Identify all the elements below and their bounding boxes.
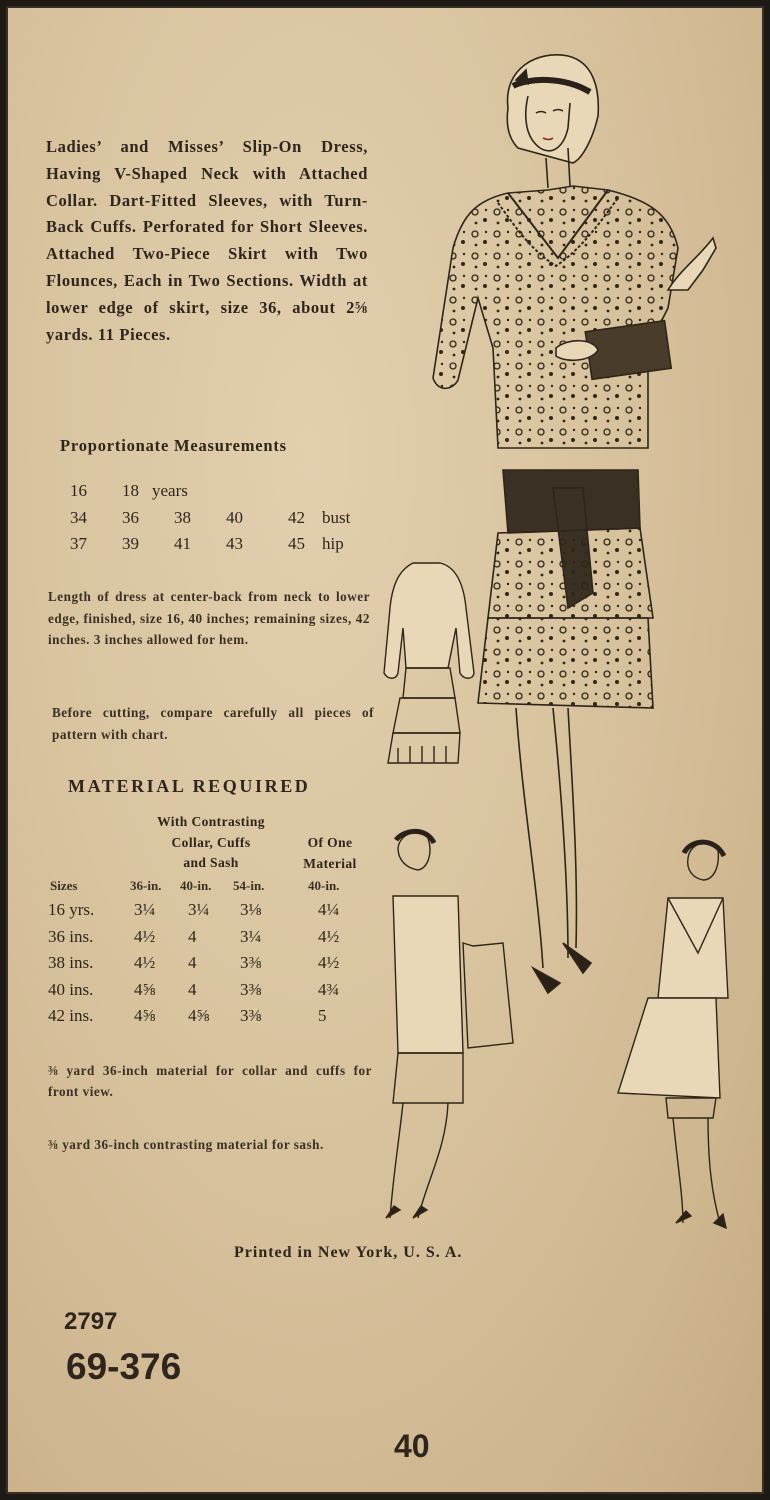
pattern-envelope-page — [6, 6, 764, 1494]
measurement-value: 39 — [122, 534, 139, 554]
length-note: Length of dress at center-back from neck to lower edge, finished, size 16, 40 inches; remaining sizes, 42 inches. 3 inches allowed for hem. — [48, 589, 370, 647]
yardage-cell: 5 — [318, 1006, 327, 1025]
pattern-number: 2797 — [64, 1308, 118, 1335]
yardage-cell: 4 — [188, 979, 197, 999]
yardage-cell: 3¼ — [134, 900, 156, 919]
yardage-cell: 4⅝ — [188, 1006, 210, 1025]
contrasting-header — [126, 812, 296, 874]
measurement-unit: years — [152, 481, 188, 501]
cutting-note: Before cutting, compare carefully all pieces of pattern with chart. — [52, 705, 374, 742]
sleeveless-figure — [618, 842, 728, 1228]
column-header-40in: 40-in. — [180, 878, 212, 893]
slip-figure — [386, 831, 513, 1218]
hip-row — [70, 531, 350, 558]
sash-note: ⅜ yard 36-inch contrasting material for sash. — [48, 1137, 324, 1152]
back-view-figure — [384, 563, 474, 763]
yardage-cell: 3¼ — [188, 900, 210, 919]
yardage-cell: 4⅝ — [134, 1006, 156, 1025]
measurements-table — [70, 478, 350, 558]
measurement-value: 42 — [288, 507, 305, 527]
measurement-value: 34 — [70, 507, 87, 527]
measurement-unit: bust — [322, 507, 351, 527]
yardage-cell: 4⅝ — [134, 979, 156, 999]
measurement-unit: hip — [322, 534, 344, 554]
yardage-cell: 4½ — [318, 926, 340, 946]
header-line: Of One — [307, 835, 353, 850]
catalog-number: 69-376 — [66, 1346, 182, 1387]
yardage-cell: 4¼ — [318, 900, 340, 919]
page-number: 40 — [394, 1428, 430, 1464]
column-header-sizes: Sizes — [50, 878, 78, 893]
yardage-cell: 4 — [188, 953, 197, 972]
yardage-cell: 3⅜ — [240, 979, 262, 999]
yardage-cell: 4 — [188, 926, 197, 946]
header-line: Material — [303, 855, 357, 871]
column-header-one-material: 40-in. — [308, 878, 340, 893]
header-line: Collar, Cuffs — [171, 834, 251, 850]
yardage-cell: 4½ — [318, 953, 340, 972]
measurements-title: Proportionate Measurements — [60, 436, 287, 455]
yardage-cell: 3⅜ — [240, 1006, 262, 1025]
measurement-value: 16 — [70, 481, 87, 501]
measurement-value: 36 — [122, 507, 139, 527]
column-header-36in: 36-in. — [130, 878, 162, 893]
material-required-title: MATERIAL REQUIRED — [68, 776, 311, 796]
bust-row — [70, 505, 350, 532]
measurement-value: 38 — [174, 507, 191, 527]
size-cell: 36 ins. — [48, 926, 94, 946]
collar-cuffs-note: ⅜ yard 36-inch material for collar and cuffs for front view. — [48, 1063, 372, 1099]
measurement-value: 45 — [288, 534, 305, 554]
one-material-header — [290, 833, 370, 874]
yardage-cell: 4½ — [134, 926, 156, 946]
yardage-cell: 3⅛ — [240, 900, 262, 919]
measurement-value: 43 — [226, 534, 243, 554]
size-cell: 38 ins. — [48, 953, 94, 972]
printed-in-line: Printed in New York, U. S. A. — [234, 1244, 463, 1261]
years-row — [70, 478, 350, 505]
yardage-cell: 3⅜ — [240, 953, 262, 972]
measurement-value: 37 — [70, 534, 87, 554]
size-cell: 40 ins. — [48, 979, 94, 999]
header-line: and Sash — [183, 855, 239, 870]
column-header-54in: 54-in. — [233, 878, 265, 893]
front-view-figure — [433, 55, 716, 993]
pattern-description: Ladies’ and Misses’ Slip-On Dress, Having V-Shaped Neck with Attached Collar. Dart-Fitted Sleeves, with Turn-Back Cuffs. Perforated for Short Sleeves. Attached Two-Piece Skirt with Two Flounces, Each in Two Sections. Width at lower edge of skirt, size 36, about 2⅝ yards. 11 Pieces. — [46, 137, 368, 344]
yardage-cell: 3¼ — [240, 926, 262, 946]
yardage-cell: 4¾ — [318, 979, 340, 999]
size-cell: 16 yrs. — [48, 900, 95, 919]
measurement-value: 41 — [174, 534, 191, 554]
header-line: With Contrasting — [157, 814, 265, 829]
yardage-cell: 4½ — [134, 953, 156, 972]
size-cell: 42 ins. — [48, 1006, 94, 1025]
measurement-value: 40 — [226, 507, 243, 527]
measurement-value: 18 — [122, 481, 139, 501]
